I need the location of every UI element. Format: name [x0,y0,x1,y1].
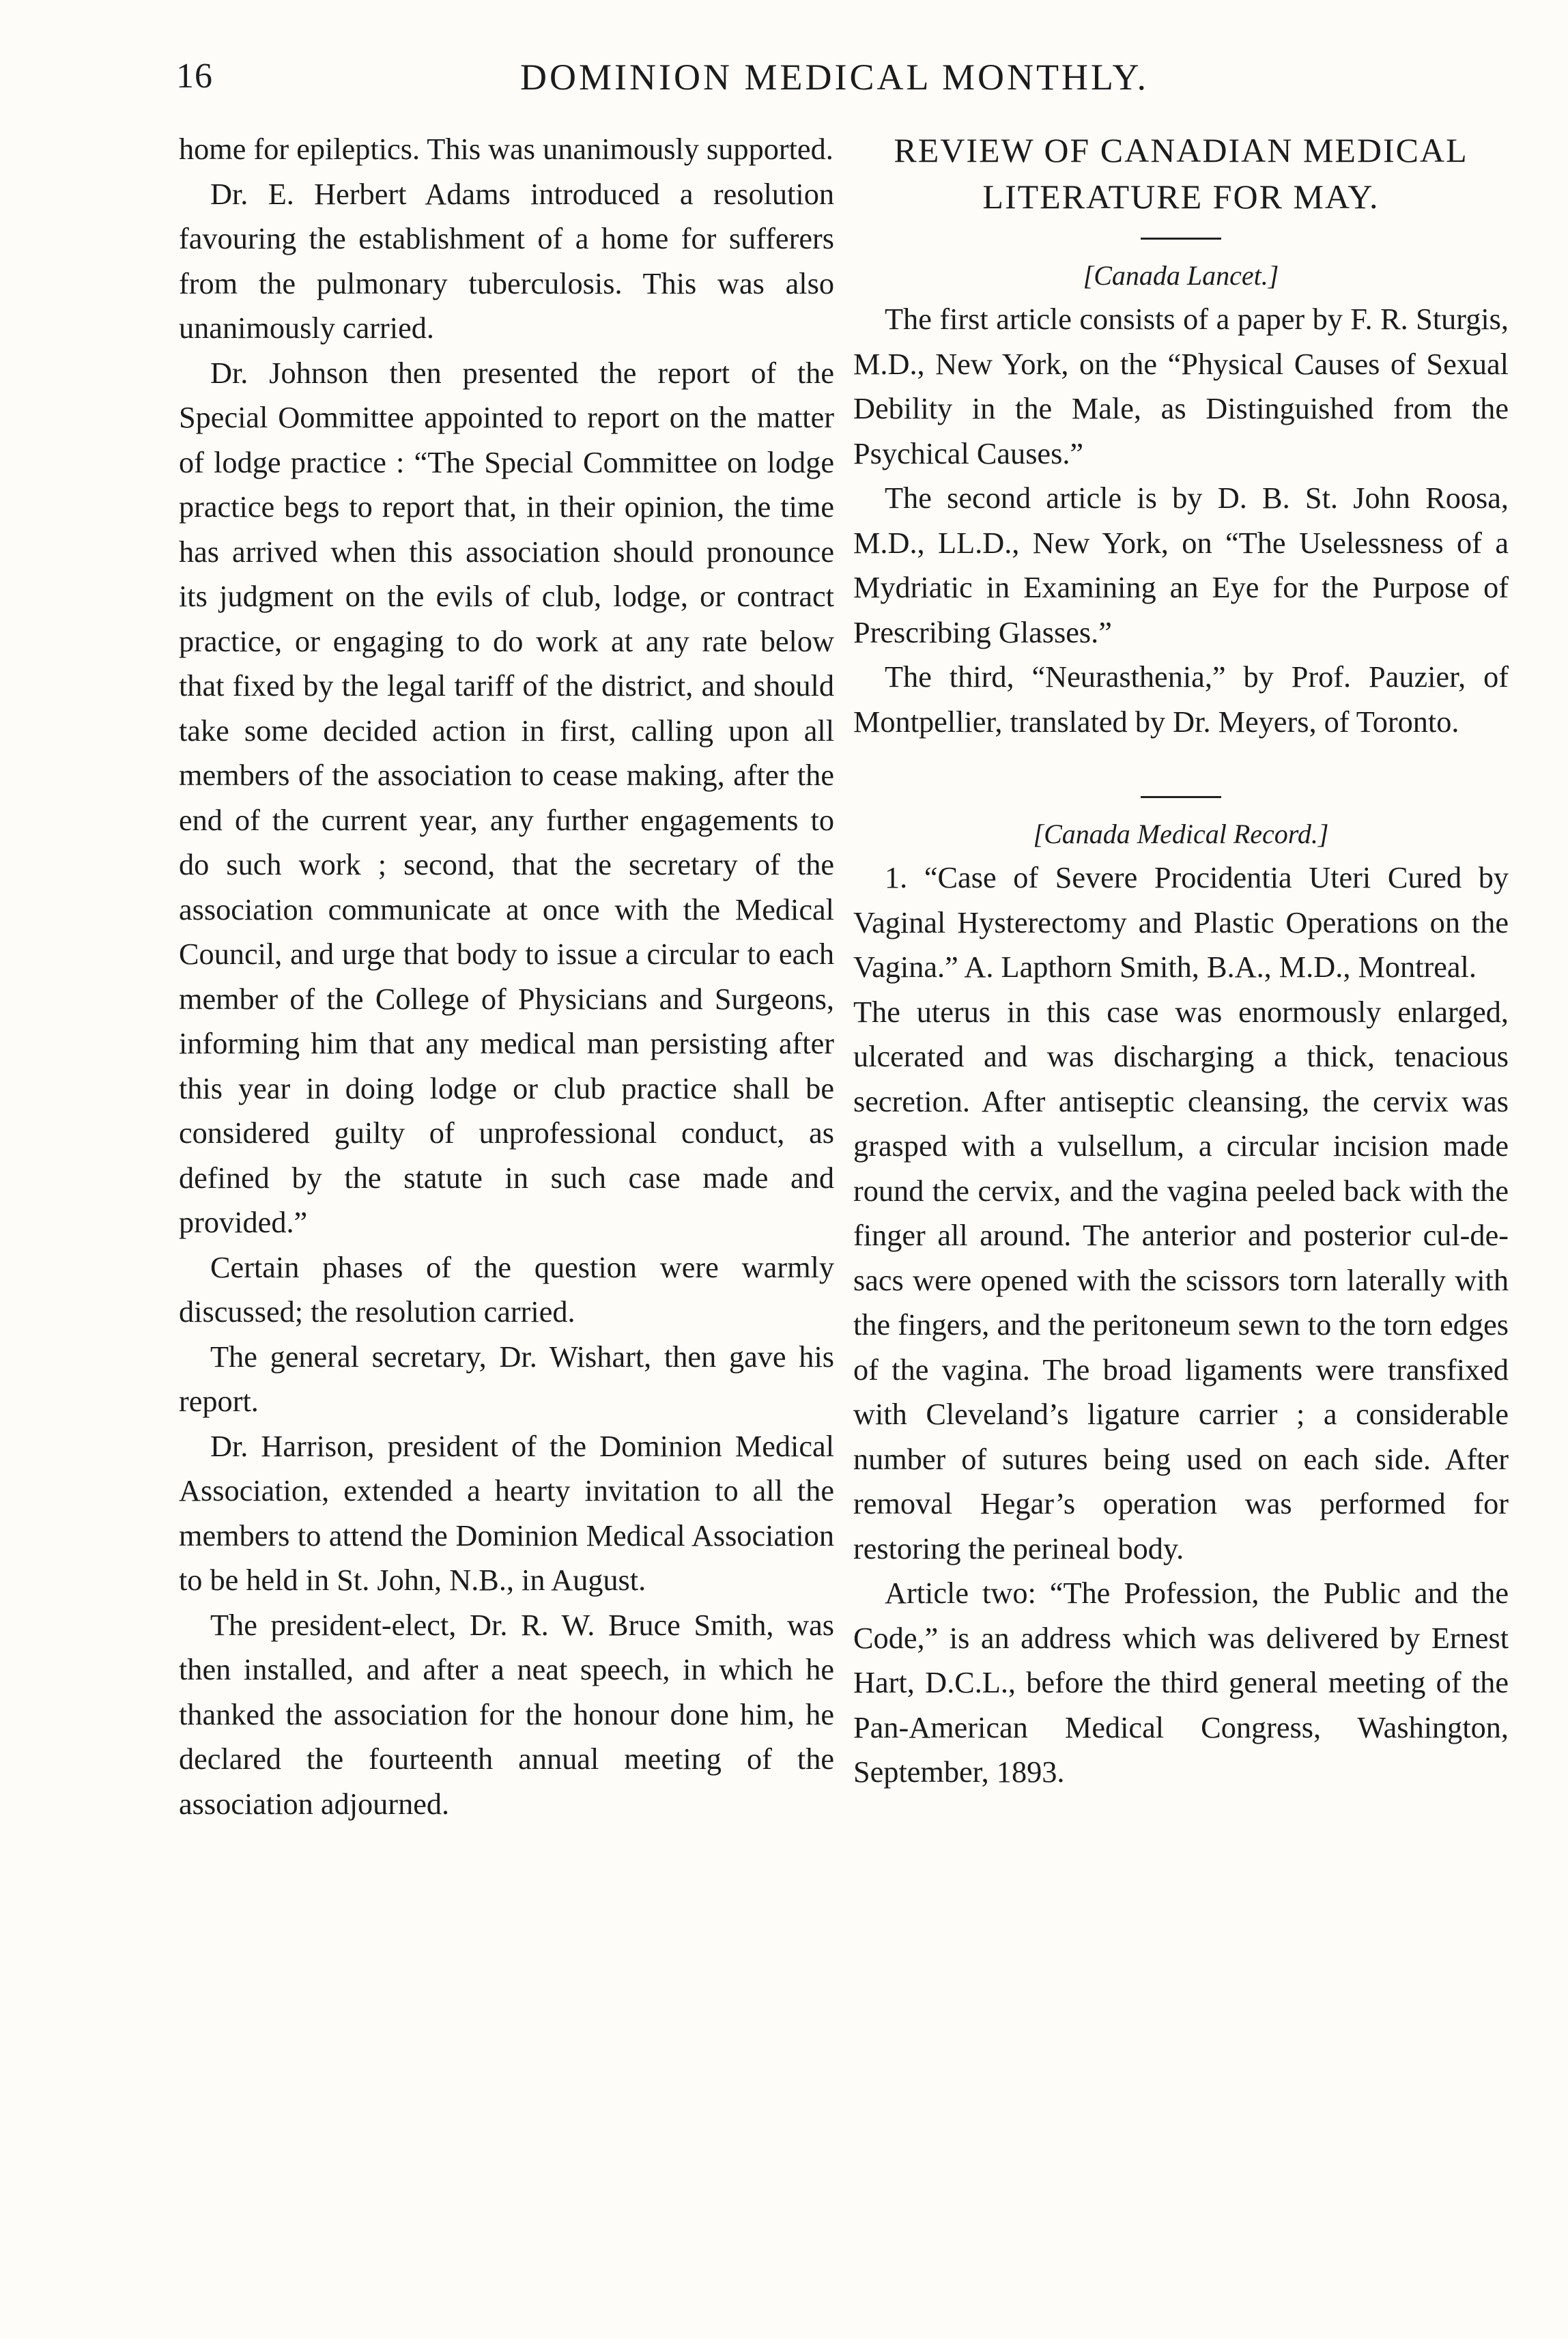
paragraph-johnson-report: Dr. Johnson then presented the report of the Special Oommittee appointed to report on the matter of lodge practice : “The Special Committee on lodge practice begs to report that, in their opinion, the time has arrived when this association should pronounce its judgment on the evils of club, lodge, or contract practice, or engaging to do work at any rate below that fixed by the legal tariff of the district, and should take some decided action in first, calling upon all members of the association to cease making, after the end of the current year, any further engagements to do such work ; second, that the secretary of the association communicate at once with the Medical Council, and urge that body to issue a circular to each member of the College of Physicians and Surgeons, informing him that any medical man persisting after this year in doing lodge or club practice shall be considered guilty of unprofessional conduct, as defined by the statute in such case made and provided.” [179,356,834,1239]
paragraph-president-elect: The president-elect, Dr. R. W. Bruce Smith, was then installed, and after a neat speech, in which he thanked the association for the honour done him, he declared the fourteenth annual meeting of the association adjourned. [179,1608,834,1821]
record-case-title: 1. “Case of Severe Procidentia Uteri Cured by Vaginal Hysterectomy and Plastic Operations on the Vagina.” A. Lapthorn Smith, B.A., M.D., Montreal. [853,861,1509,984]
lancet-third-article: The third, “Neurasthenia,” by Prof. Pauzier, of Montpellier, translated by Dr. Meyers, of Toronto. [853,660,1509,739]
section-gap [853,744,1509,778]
page-header [0,56,1568,117]
paragraph-discussion: Certain phases of the question were warmly discussed; the resolution carried. [179,1250,834,1329]
page-number: 16 [176,57,213,96]
running-title: DOMINION MEDICAL MONTHLY. [520,57,1150,98]
section-rule [1141,238,1221,240]
section-rule [1141,796,1221,798]
source-canada-medical-record: [Canada Medical Record.] [1033,819,1329,849]
paragraph-secretary-report: The general secretary, Dr. Wishart, then gave his report. [179,1339,834,1418]
review-title: REVIEW OF CANADIAN MEDICAL LITERATURE FOR MAY. [894,131,1468,216]
lancet-second-article: The second article is by D. B. St. John Roosa, M.D., LL.D., New York, on “The Uselessness of a Mydriatic in Examining an Eye for the Purpose of Prescribing Glasses.” [853,481,1509,649]
paragraph-harrison-invitation: Dr. Harrison, president of the Dominion Medical Association, extended a hearty invitation to all the members to attend the Dominion Medical Association to be held in St. John, N.B., in August. [179,1429,834,1597]
left-column [179,127,834,1826]
record-case-description: The uterus in this case was enormously enlarged, ulcerated and was discharging a thick, tenacious secretion. After antiseptic cleansing, the cervix was grasped with a vulsellum, a circular incision made round the cervix, and the vagina peeled back with the finger all around. The anterior and posterior cul-de-sacs were opened with the scissors torn laterally with the fingers, and the peritoneum sewn to the torn edges of the vagina. The broad ligaments were transfixed with Cleveland’s ligature carrier ; a considerable number of sutures being used on each side. After removal Hegar’s operation was performed for restoring the perineal body. [853,995,1509,1565]
source-canada-lancet: [Canada Lancet.] [1083,260,1279,291]
record-article-two: Article two: “The Profession, the Public and the Code,” is an address which was delivered by Ernest Hart, D.C.L., before the third general meeting of the Pan-American Medical Congress, Washington, September, 1893. [853,1576,1509,1789]
paragraph-adams-resolution: Dr. E. Herbert Adams introduced a resolution favouring the establishment of a home for sufferers from the pulmonary tuberculosis. This was also unanimously carried. [179,177,834,345]
lancet-first-article: The first article consists of a paper by F. R. Sturgis, M.D., New York, on the “Physical Causes of Sexual Debility in the Male, as Distinguished from the Psychical Causes.” [853,302,1509,470]
paragraph-epileptics: home for epileptics. This was unanimously supported. [179,132,833,166]
right-column [853,127,1509,1795]
